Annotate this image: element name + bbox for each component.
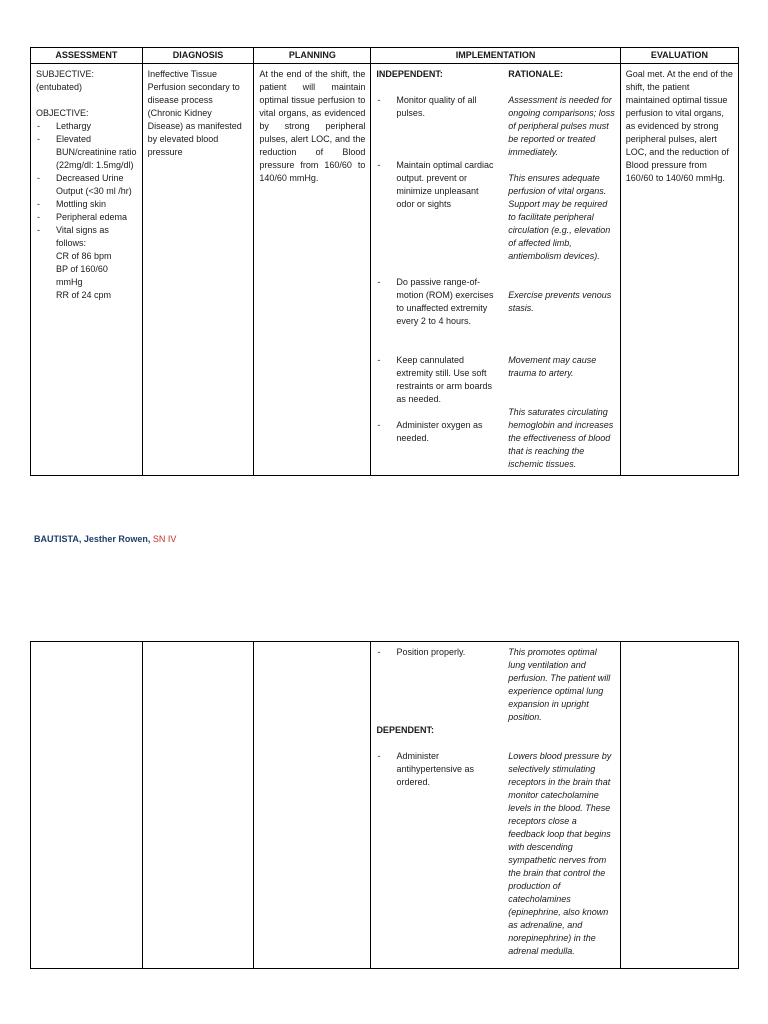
subjective-value: (entubated) xyxy=(36,82,83,92)
vital-bp: BP of 160/60 mmHg xyxy=(56,264,108,287)
header-row xyxy=(31,48,739,64)
diagnosis-cell-empty xyxy=(142,642,254,969)
rationale-item: This promotes optimal lung ventilation and perfusion. The patient will experience optimal lung expansion in upright position. xyxy=(508,647,611,722)
diagnosis-cell xyxy=(142,64,254,476)
intervention-item: - Keep cannulated extremity still. Use soft restraints or arm boards as needed. xyxy=(376,354,498,419)
rationale-item: Lowers blood pressure by selectively stimulating receptors in the brain that monitor catecholamine levels in the blood. These receptors close a feedback loop that begins with descending sympathetic nerves from the brain that control the production of catecholamines (epinephrine, also known as adrenaline, and norepinephrine) in the adrenal medulla. xyxy=(508,751,612,956)
implementation-cell xyxy=(371,642,503,969)
dependent-interventions-list xyxy=(376,750,498,789)
interventions-list xyxy=(376,646,498,724)
planning-header: PLANNING xyxy=(254,48,371,64)
subjective-label: SUBJECTIVE: xyxy=(36,69,95,79)
intervention-item: - Do passive range-of-motion (ROM) exercises to unaffected extremity every 2 to 4 hours. xyxy=(376,276,498,354)
evaluation-text: Goal met. At the end of the shift, the patient maintained optimal tissue perfusion to vital organs, as evidenced by strong peripheral pulses, alert LOC, and the reduction of Blood pressure from 160/60 to 140/60 mmHg. xyxy=(625,69,733,183)
diagnosis-header: DIAGNOSIS xyxy=(142,48,254,64)
rationale-item: This ensures adequate perfusion of vital organs. Support may be required to facilitate peripheral circulation (e.g., elevation of affected limb, antiembolism devices). xyxy=(508,173,611,261)
author-footer xyxy=(34,533,176,546)
list-item: - Mottling skin xyxy=(36,198,137,211)
objective-label: OBJECTIVE: xyxy=(36,108,89,118)
rationale-label: RATIONALE: xyxy=(508,69,564,79)
list-item: - Vital signs as follows: xyxy=(36,224,137,250)
evaluation-header: EVALUATION xyxy=(620,48,738,64)
content-row xyxy=(31,642,739,969)
vital-cr: CR of 86 bpm xyxy=(56,251,112,261)
list-item: - Decreased Urine Output (<30 ml /hr) xyxy=(36,172,137,198)
intervention-item: - Position properly. xyxy=(376,646,498,724)
diagnosis-text: Ineffective Tissue Perfusion secondary to disease process (Chronic Kidney Disease) as manifested by elevated blood pressure xyxy=(147,69,242,157)
rationale-item: Exercise prevents venous stasis. xyxy=(508,290,612,313)
list-item: - Elevated BUN/creatinine ratio (22mg/dl: 1.5mg/dl) xyxy=(36,133,137,172)
rationale-item: Assessment is needed for ongoing comparisons; loss of peripheral pulses must be reported or treated immediately. xyxy=(508,95,615,157)
assessment-header: ASSESSMENT xyxy=(31,48,143,64)
care-plan-table-page-1 xyxy=(30,47,739,476)
intervention-item: - Administer antihypertensive as ordered. xyxy=(376,750,498,789)
assessment-cell xyxy=(31,64,143,476)
vital-signs xyxy=(36,250,137,302)
content-row xyxy=(31,64,739,476)
author-role: SN IV xyxy=(152,534,177,544)
planning-cell-empty xyxy=(254,642,371,969)
rationale-cell xyxy=(503,642,620,969)
author-name: BAUTISTA, Jesther Rowen, xyxy=(34,534,151,544)
independent-label: INDEPENDENT: xyxy=(376,69,443,79)
assessment-cell-empty xyxy=(31,642,143,969)
implementation-cell xyxy=(371,64,503,476)
intervention-item: - Administer oxygen as needed. xyxy=(376,419,498,445)
implementation-header: IMPLEMENTATION xyxy=(371,48,620,64)
list-item: - Peripheral edema xyxy=(36,211,137,224)
rationale-cell xyxy=(503,64,620,476)
vital-rr: RR of 24 cpm xyxy=(56,290,112,300)
rationale-item: Movement may cause trauma to artery. xyxy=(508,355,597,378)
planning-cell xyxy=(254,64,371,476)
objective-list xyxy=(36,120,137,250)
intervention-item: - Maintain optimal cardiac output. prevent or minimize unpleasant odor or sights xyxy=(376,159,498,276)
evaluation-cell xyxy=(620,64,738,476)
intervention-item: - Monitor quality of all pulses. xyxy=(376,94,498,159)
interventions-list xyxy=(376,94,498,445)
care-plan-table-page-2 xyxy=(30,641,739,969)
planning-text: At the end of the shift, the patient will maintain optimal tissue perfusion to vital organs, as evidenced by strong peripheral pulses, alert LOC, and the reduction of Blood pressure from 160/60 to 140/60 mmHg. xyxy=(259,69,366,183)
evaluation-cell-empty xyxy=(620,642,738,969)
dependent-label: DEPENDENT: xyxy=(376,725,434,735)
rationale-item: This saturates circulating hemoglobin and increases the effectiveness of blood that is reaching the ischemic tissues. xyxy=(508,407,614,469)
list-item: - Lethargy xyxy=(36,120,137,133)
